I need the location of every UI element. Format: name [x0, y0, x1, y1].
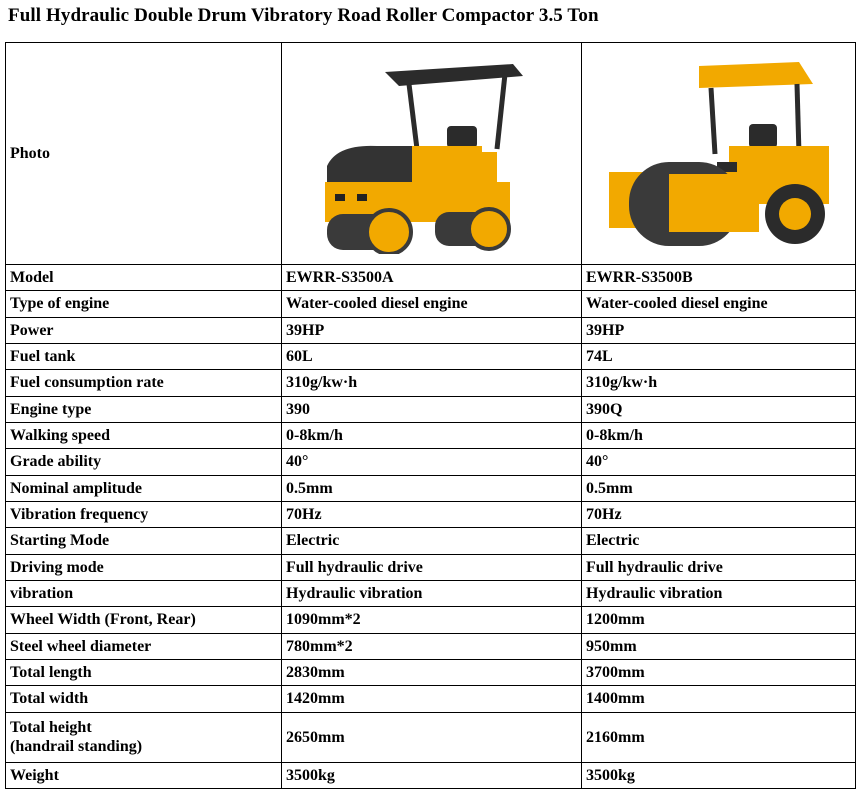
- row-label: Weight: [6, 762, 282, 788]
- row-label: Wheel Width (Front, Rear): [6, 607, 282, 633]
- table-row: [6, 580, 856, 606]
- value-a: EWRR-S3500A: [282, 265, 582, 291]
- double-drum-roller-photo: [317, 54, 547, 254]
- value-a: 390: [282, 396, 582, 422]
- value-b: Electric: [582, 528, 856, 554]
- row-label: Type of engine: [6, 291, 282, 317]
- table-row: [6, 265, 856, 291]
- value-a: Hydraulic vibration: [282, 580, 582, 606]
- value-b: 390Q: [582, 396, 856, 422]
- row-label-line1: Total height: [10, 719, 92, 737]
- table-row: [6, 317, 856, 343]
- table-row: [6, 343, 856, 369]
- photo-cell-a: [282, 43, 582, 265]
- value-a: 40°: [282, 449, 582, 475]
- single-drum-roller-photo: [599, 54, 839, 254]
- row-label: Fuel tank: [6, 343, 282, 369]
- table-row: [6, 712, 856, 762]
- table-row: [6, 370, 856, 396]
- row-label: Driving mode: [6, 554, 282, 580]
- value-a: 39HP: [282, 317, 582, 343]
- value-a: 1420mm: [282, 686, 582, 712]
- value-a: 0-8km/h: [282, 422, 582, 448]
- value-a: 1090mm*2: [282, 607, 582, 633]
- value-b: 70Hz: [582, 501, 856, 527]
- row-label: Vibration frequency: [6, 501, 282, 527]
- value-b: 950mm: [582, 633, 856, 659]
- row-label: Model: [6, 265, 282, 291]
- value-a: Full hydraulic drive: [282, 554, 582, 580]
- row-label: vibration: [6, 580, 282, 606]
- table-row: [6, 554, 856, 580]
- row-label: Starting Mode: [6, 528, 282, 554]
- page-title: Full Hydraulic Double Drum Vibratory Road Roller Compactor 3.5 Ton: [8, 5, 599, 26]
- table-row: [6, 291, 856, 317]
- value-b: EWRR-S3500B: [582, 265, 856, 291]
- table-row: [6, 607, 856, 633]
- table-row: [6, 422, 856, 448]
- value-b: 0.5mm: [582, 475, 856, 501]
- value-b: 2160mm: [582, 712, 856, 762]
- value-a: 780mm*2: [282, 633, 582, 659]
- table-row: [6, 475, 856, 501]
- row-label: Total width: [6, 686, 282, 712]
- row-label: Engine type: [6, 396, 282, 422]
- table-row: [6, 501, 856, 527]
- value-b: 310g/kw·h: [582, 370, 856, 396]
- row-label-line2: (handrail standing): [10, 738, 143, 756]
- value-a: 310g/kw·h: [282, 370, 582, 396]
- table-row-photo: [6, 43, 856, 265]
- value-b: 1400mm: [582, 686, 856, 712]
- table-row: [6, 633, 856, 659]
- table-row: [6, 449, 856, 475]
- value-a: 2650mm: [282, 712, 582, 762]
- table-row: [6, 686, 856, 712]
- value-b: 40°: [582, 449, 856, 475]
- row-label: Power: [6, 317, 282, 343]
- value-a: 2830mm: [282, 659, 582, 685]
- table-row: [6, 396, 856, 422]
- value-a: 3500kg: [282, 762, 582, 788]
- row-label: Grade ability: [6, 449, 282, 475]
- value-b: Water-cooled diesel engine: [582, 291, 856, 317]
- row-label: [6, 712, 282, 762]
- value-b: 39HP: [582, 317, 856, 343]
- table-row: [6, 528, 856, 554]
- row-label: Nominal amplitude: [6, 475, 282, 501]
- row-label: Walking speed: [6, 422, 282, 448]
- row-label: Steel wheel diameter: [6, 633, 282, 659]
- photo-cell-b: [582, 43, 856, 265]
- value-a: Electric: [282, 528, 582, 554]
- table-row: [6, 762, 856, 788]
- value-b: 74L: [582, 343, 856, 369]
- value-b: 0-8km/h: [582, 422, 856, 448]
- value-b: 3700mm: [582, 659, 856, 685]
- spec-table: [5, 42, 856, 789]
- value-b: 1200mm: [582, 607, 856, 633]
- value-b: 3500kg: [582, 762, 856, 788]
- row-label: Total length: [6, 659, 282, 685]
- photo-label: Photo: [6, 43, 282, 265]
- value-a: 70Hz: [282, 501, 582, 527]
- value-a: Water-cooled diesel engine: [282, 291, 582, 317]
- table-row: [6, 659, 856, 685]
- value-b: Full hydraulic drive: [582, 554, 856, 580]
- value-a: 60L: [282, 343, 582, 369]
- value-b: Hydraulic vibration: [582, 580, 856, 606]
- row-label: Fuel consumption rate: [6, 370, 282, 396]
- value-a: 0.5mm: [282, 475, 582, 501]
